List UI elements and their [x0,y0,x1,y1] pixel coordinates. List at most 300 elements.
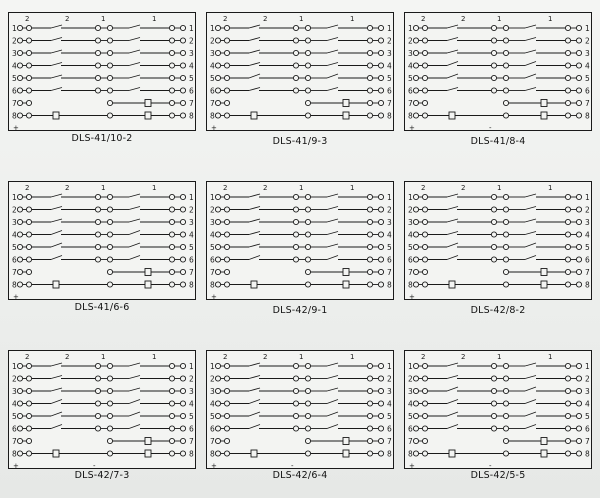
terminal-circle [95,244,100,249]
terminal-circle [180,232,185,237]
terminal-circle [367,438,372,443]
terminal-circle [576,451,581,456]
contact-group-label: 1 [350,15,355,23]
terminal-circle [169,100,174,105]
terminal-number-left: 4 [12,399,17,409]
coil-symbol [343,438,349,445]
terminal-circle [224,282,229,287]
terminal-circle [503,401,508,406]
terminal-circle [180,388,185,393]
terminal-circle [17,413,22,418]
terminal-number-right: 1 [585,24,590,33]
terminal-circle [215,50,220,55]
terminal-circle [413,113,418,118]
terminal-circle [413,438,418,443]
terminal-circle [305,269,310,274]
terminal-circle [224,438,229,443]
terminal-circle [565,232,570,237]
terminal-circle [378,63,383,68]
terminal-circle [413,63,418,68]
terminal-number-right: 6 [387,86,392,96]
terminal-circle [422,100,427,105]
terminal-circle [17,50,22,55]
terminal-circle [413,269,418,274]
terminal-number-right: 3 [189,387,194,396]
terminal-number-right: 8 [585,280,590,290]
coil-symbol [541,112,547,119]
nc-contact [525,38,536,41]
terminal-circle [26,219,31,224]
contact-group-label: 1 [548,184,553,192]
polarity-mark: - [291,462,294,470]
no-contact [525,400,536,404]
terminal-circle [180,113,185,118]
terminal-number-left: 1 [210,24,215,33]
terminal-circle [17,100,22,105]
terminal-circle [169,38,174,43]
terminal-circle [413,388,418,393]
terminal-circle [422,219,427,224]
terminal-circle [224,426,229,431]
terminal-circle [413,75,418,80]
terminal-circle [215,38,220,43]
terminal-number-right: 8 [387,111,392,121]
no-contact [447,425,458,429]
terminal-circle [491,388,496,393]
terminal-circle [107,269,112,274]
terminal-number-left: 7 [408,99,413,108]
terminal-circle [293,75,298,80]
terminal-circle [576,401,581,406]
terminal-number-left: 5 [12,412,17,421]
terminal-number-left: 2 [210,374,215,384]
terminal-number-left: 8 [12,280,17,290]
terminal-circle [413,50,418,55]
no-contact [525,387,536,391]
terminal-circle [305,438,310,443]
terminal-circle [413,257,418,262]
terminal-number-right: 5 [387,412,392,421]
terminal-circle [378,451,383,456]
no-contact [129,231,140,235]
terminal-circle [305,257,310,262]
terminal-number-left: 1 [12,24,17,33]
nc-contact [249,63,260,66]
terminal-circle [169,413,174,418]
terminal-number-left: 3 [408,49,413,58]
terminal-circle [180,219,185,224]
terminal-circle [503,426,508,431]
contact-group-label: 2 [461,184,466,192]
terminal-circle [215,232,220,237]
terminal-circle [565,363,570,368]
terminal-circle [367,244,372,249]
terminal-circle [26,63,31,68]
terminal-circle [169,50,174,55]
terminal-number-left: 5 [408,243,413,252]
terminal-number-right: 1 [189,24,194,33]
terminal-circle [576,363,581,368]
terminal-circle [503,207,508,212]
contact-group-label: 1 [350,184,355,192]
no-contact [525,425,536,429]
terminal-circle [491,207,496,212]
terminal-number-left: 8 [12,111,17,121]
terminal-circle [26,426,31,431]
terminal-number-left: 2 [408,205,413,215]
terminal-circle [107,50,112,55]
nc-contact [129,50,140,53]
relay-schematic [9,351,197,470]
terminal-circle [367,207,372,212]
contact-group-label: 1 [497,15,502,23]
relay-schematic [9,13,197,132]
terminal-circle [293,413,298,418]
nc-contact [327,388,338,391]
nc-contact [51,25,62,28]
relay-schematic [9,182,197,301]
terminal-circle [422,438,427,443]
contact-group-label: 2 [25,353,30,361]
terminal-circle [378,207,383,212]
terminal-circle [378,50,383,55]
relay-model-caption: DLS-42/7-3 [74,470,130,481]
terminal-circle [26,88,31,93]
terminal-number-right: 5 [585,412,590,421]
terminal-circle [413,207,418,212]
terminal-number-left: 3 [210,218,215,227]
terminal-number-left: 8 [408,449,413,459]
terminal-circle [378,100,383,105]
nc-contact [129,363,140,366]
terminal-number-left: 3 [12,387,17,396]
terminal-circle [95,401,100,406]
terminal-circle [378,257,383,262]
terminal-circle [17,232,22,237]
terminal-number-right: 6 [585,424,590,434]
terminal-number-left: 5 [210,74,215,83]
terminal-number-right: 7 [585,99,590,108]
terminal-circle [169,25,174,30]
terminal-circle [17,438,22,443]
terminal-circle [576,25,581,30]
terminal-circle [422,113,427,118]
terminal-circle [17,113,22,118]
terminal-circle [215,207,220,212]
terminal-circle [503,438,508,443]
relay-model-caption: DLS-41/6-6 [74,302,130,313]
terminal-circle [224,75,229,80]
nc-contact [129,88,140,91]
terminal-number-left: 1 [12,362,17,371]
nc-contact [51,207,62,210]
nc-contact [327,363,338,366]
polarity-mark: + [211,124,217,132]
terminal-circle [107,244,112,249]
nc-contact [249,376,260,379]
terminal-circle [17,207,22,212]
terminal-circle [422,282,427,287]
terminal-circle [576,388,581,393]
no-contact [447,387,458,391]
terminal-circle [180,88,185,93]
terminal-circle [293,257,298,262]
nc-contact [327,38,338,41]
terminal-circle [26,438,31,443]
terminal-circle [107,363,112,368]
terminal-circle [224,376,229,381]
relay-model-caption: DLS-41/9-3 [272,136,328,147]
terminal-number-left: 3 [12,49,17,58]
terminal-circle [180,25,185,30]
no-contact [447,256,458,260]
terminal-circle [169,219,174,224]
terminal-circle [491,50,496,55]
contact-group-label: 1 [101,184,106,192]
terminal-circle [215,269,220,274]
terminal-circle [503,451,508,456]
terminal-number-right: 1 [585,193,590,202]
terminal-circle [413,376,418,381]
terminal-number-left: 3 [408,387,413,396]
terminal-circle [565,63,570,68]
terminal-circle [305,413,310,418]
terminal-number-right: 5 [189,412,194,421]
nc-contact [51,194,62,197]
terminal-circle [305,232,310,237]
nc-contact [327,50,338,53]
terminal-circle [565,219,570,224]
terminal-circle [576,63,581,68]
nc-contact [447,194,458,197]
terminal-number-left: 4 [210,61,215,71]
coil-symbol [541,269,547,276]
terminal-number-right: 7 [387,437,392,446]
terminal-circle [107,257,112,262]
terminal-circle [378,282,383,287]
terminal-circle [503,100,508,105]
terminal-circle [224,88,229,93]
terminal-circle [422,363,427,368]
terminal-circle [413,282,418,287]
coil-symbol [541,100,547,107]
terminal-circle [305,388,310,393]
nc-contact [129,194,140,197]
terminal-number-right: 2 [387,374,392,384]
terminal-circle [224,25,229,30]
terminal-circle [224,363,229,368]
nc-contact [129,219,140,222]
terminal-circle [491,426,496,431]
contact-group-label: 2 [421,184,426,192]
terminal-circle [293,194,298,199]
terminal-circle [367,388,372,393]
relay-model-caption: DLS-41/8-4 [470,136,526,147]
terminal-number-left: 5 [408,74,413,83]
relay-model-caption: DLS-42/6-4 [272,470,328,481]
nc-contact [327,219,338,222]
coil-symbol [449,112,455,119]
terminal-circle [565,413,570,418]
terminal-number-left: 8 [210,111,215,121]
terminal-circle [224,38,229,43]
coil-symbol [251,450,257,457]
polarity-mark: + [211,462,217,470]
terminal-circle [422,269,427,274]
terminal-circle [565,207,570,212]
terminal-circle [26,269,31,274]
terminal-circle [576,438,581,443]
terminal-circle [95,413,100,418]
terminal-circle [169,438,174,443]
terminal-number-left: 4 [12,230,17,240]
terminal-circle [378,219,383,224]
nc-contact [525,207,536,210]
terminal-circle [17,25,22,30]
relay-panel [404,181,592,300]
terminal-number-right: 4 [585,61,590,71]
terminal-circle [95,232,100,237]
nc-contact [447,50,458,53]
no-contact [249,74,260,78]
terminal-circle [293,88,298,93]
terminal-number-left: 7 [210,99,215,108]
terminal-number-left: 6 [408,255,413,265]
polarity-mark: + [13,293,19,301]
terminal-circle [169,376,174,381]
terminal-circle [491,244,496,249]
no-contact [447,412,458,416]
coil-symbol [449,450,455,457]
terminal-circle [367,257,372,262]
contact-group-label: 2 [223,353,228,361]
terminal-circle [413,25,418,30]
contact-group-label: 2 [263,184,268,192]
terminal-circle [305,88,310,93]
terminal-number-right: 1 [189,193,194,202]
nc-contact [129,376,140,379]
terminal-circle [26,401,31,406]
terminal-circle [107,25,112,30]
terminal-circle [169,388,174,393]
relay-panel [206,350,394,469]
terminal-circle [26,282,31,287]
terminal-circle [576,194,581,199]
terminal-circle [491,88,496,93]
terminal-circle [224,232,229,237]
nc-contact [327,88,338,91]
contact-group-label: 1 [152,184,157,192]
terminal-circle [180,413,185,418]
terminal-circle [17,244,22,249]
no-contact [447,62,458,66]
terminal-circle [215,451,220,456]
terminal-circle [378,113,383,118]
terminal-circle [224,244,229,249]
terminal-circle [491,25,496,30]
terminal-circle [565,88,570,93]
terminal-circle [576,244,581,249]
terminal-number-right: 7 [387,268,392,277]
coil-symbol [343,281,349,288]
terminal-number-right: 3 [387,49,392,58]
terminal-number-left: 4 [12,61,17,71]
terminal-number-right: 8 [189,449,194,459]
terminal-circle [565,194,570,199]
terminal-circle [422,38,427,43]
terminal-circle [169,269,174,274]
terminal-circle [169,282,174,287]
terminal-circle [491,413,496,418]
nc-contact [447,363,458,366]
contact-group-label: 1 [152,15,157,23]
terminal-circle [367,25,372,30]
terminal-circle [305,282,310,287]
nc-contact [51,388,62,391]
terminal-circle [169,113,174,118]
terminal-circle [95,88,100,93]
terminal-number-left: 7 [12,268,17,277]
terminal-circle [215,88,220,93]
terminal-number-right: 7 [387,99,392,108]
contact-group-label: 2 [263,353,268,361]
terminal-number-left: 6 [12,86,17,96]
terminal-circle [413,244,418,249]
terminal-circle [413,38,418,43]
terminal-circle [224,257,229,262]
terminal-circle [503,269,508,274]
polarity-mark: + [211,293,217,301]
terminal-circle [107,219,112,224]
terminal-circle [224,63,229,68]
terminal-circle [17,363,22,368]
no-contact [525,62,536,66]
contact-group-label: 1 [299,184,304,192]
nc-contact [249,232,260,235]
terminal-number-right: 6 [387,255,392,265]
terminal-circle [180,207,185,212]
terminal-circle [422,232,427,237]
terminal-circle [413,100,418,105]
terminal-circle [305,426,310,431]
terminal-circle [107,426,112,431]
terminal-circle [378,232,383,237]
terminal-circle [95,75,100,80]
terminal-circle [215,426,220,431]
contact-group-label: 2 [223,15,228,23]
terminal-circle [107,282,112,287]
terminal-circle [107,413,112,418]
terminal-number-right: 7 [189,268,194,277]
terminal-circle [378,88,383,93]
terminal-circle [293,63,298,68]
terminal-number-left: 3 [210,49,215,58]
terminal-circle [293,376,298,381]
terminal-number-right: 1 [387,193,392,202]
terminal-circle [17,257,22,262]
terminal-number-left: 3 [12,218,17,227]
nc-contact [525,219,536,222]
contact-group-label: 1 [299,15,304,23]
terminal-circle [107,376,112,381]
terminal-circle [293,244,298,249]
terminal-number-left: 7 [210,268,215,277]
terminal-number-right: 4 [387,399,392,409]
nc-contact [249,194,260,197]
terminal-circle [503,363,508,368]
nc-contact [51,63,62,66]
nc-contact [129,25,140,28]
